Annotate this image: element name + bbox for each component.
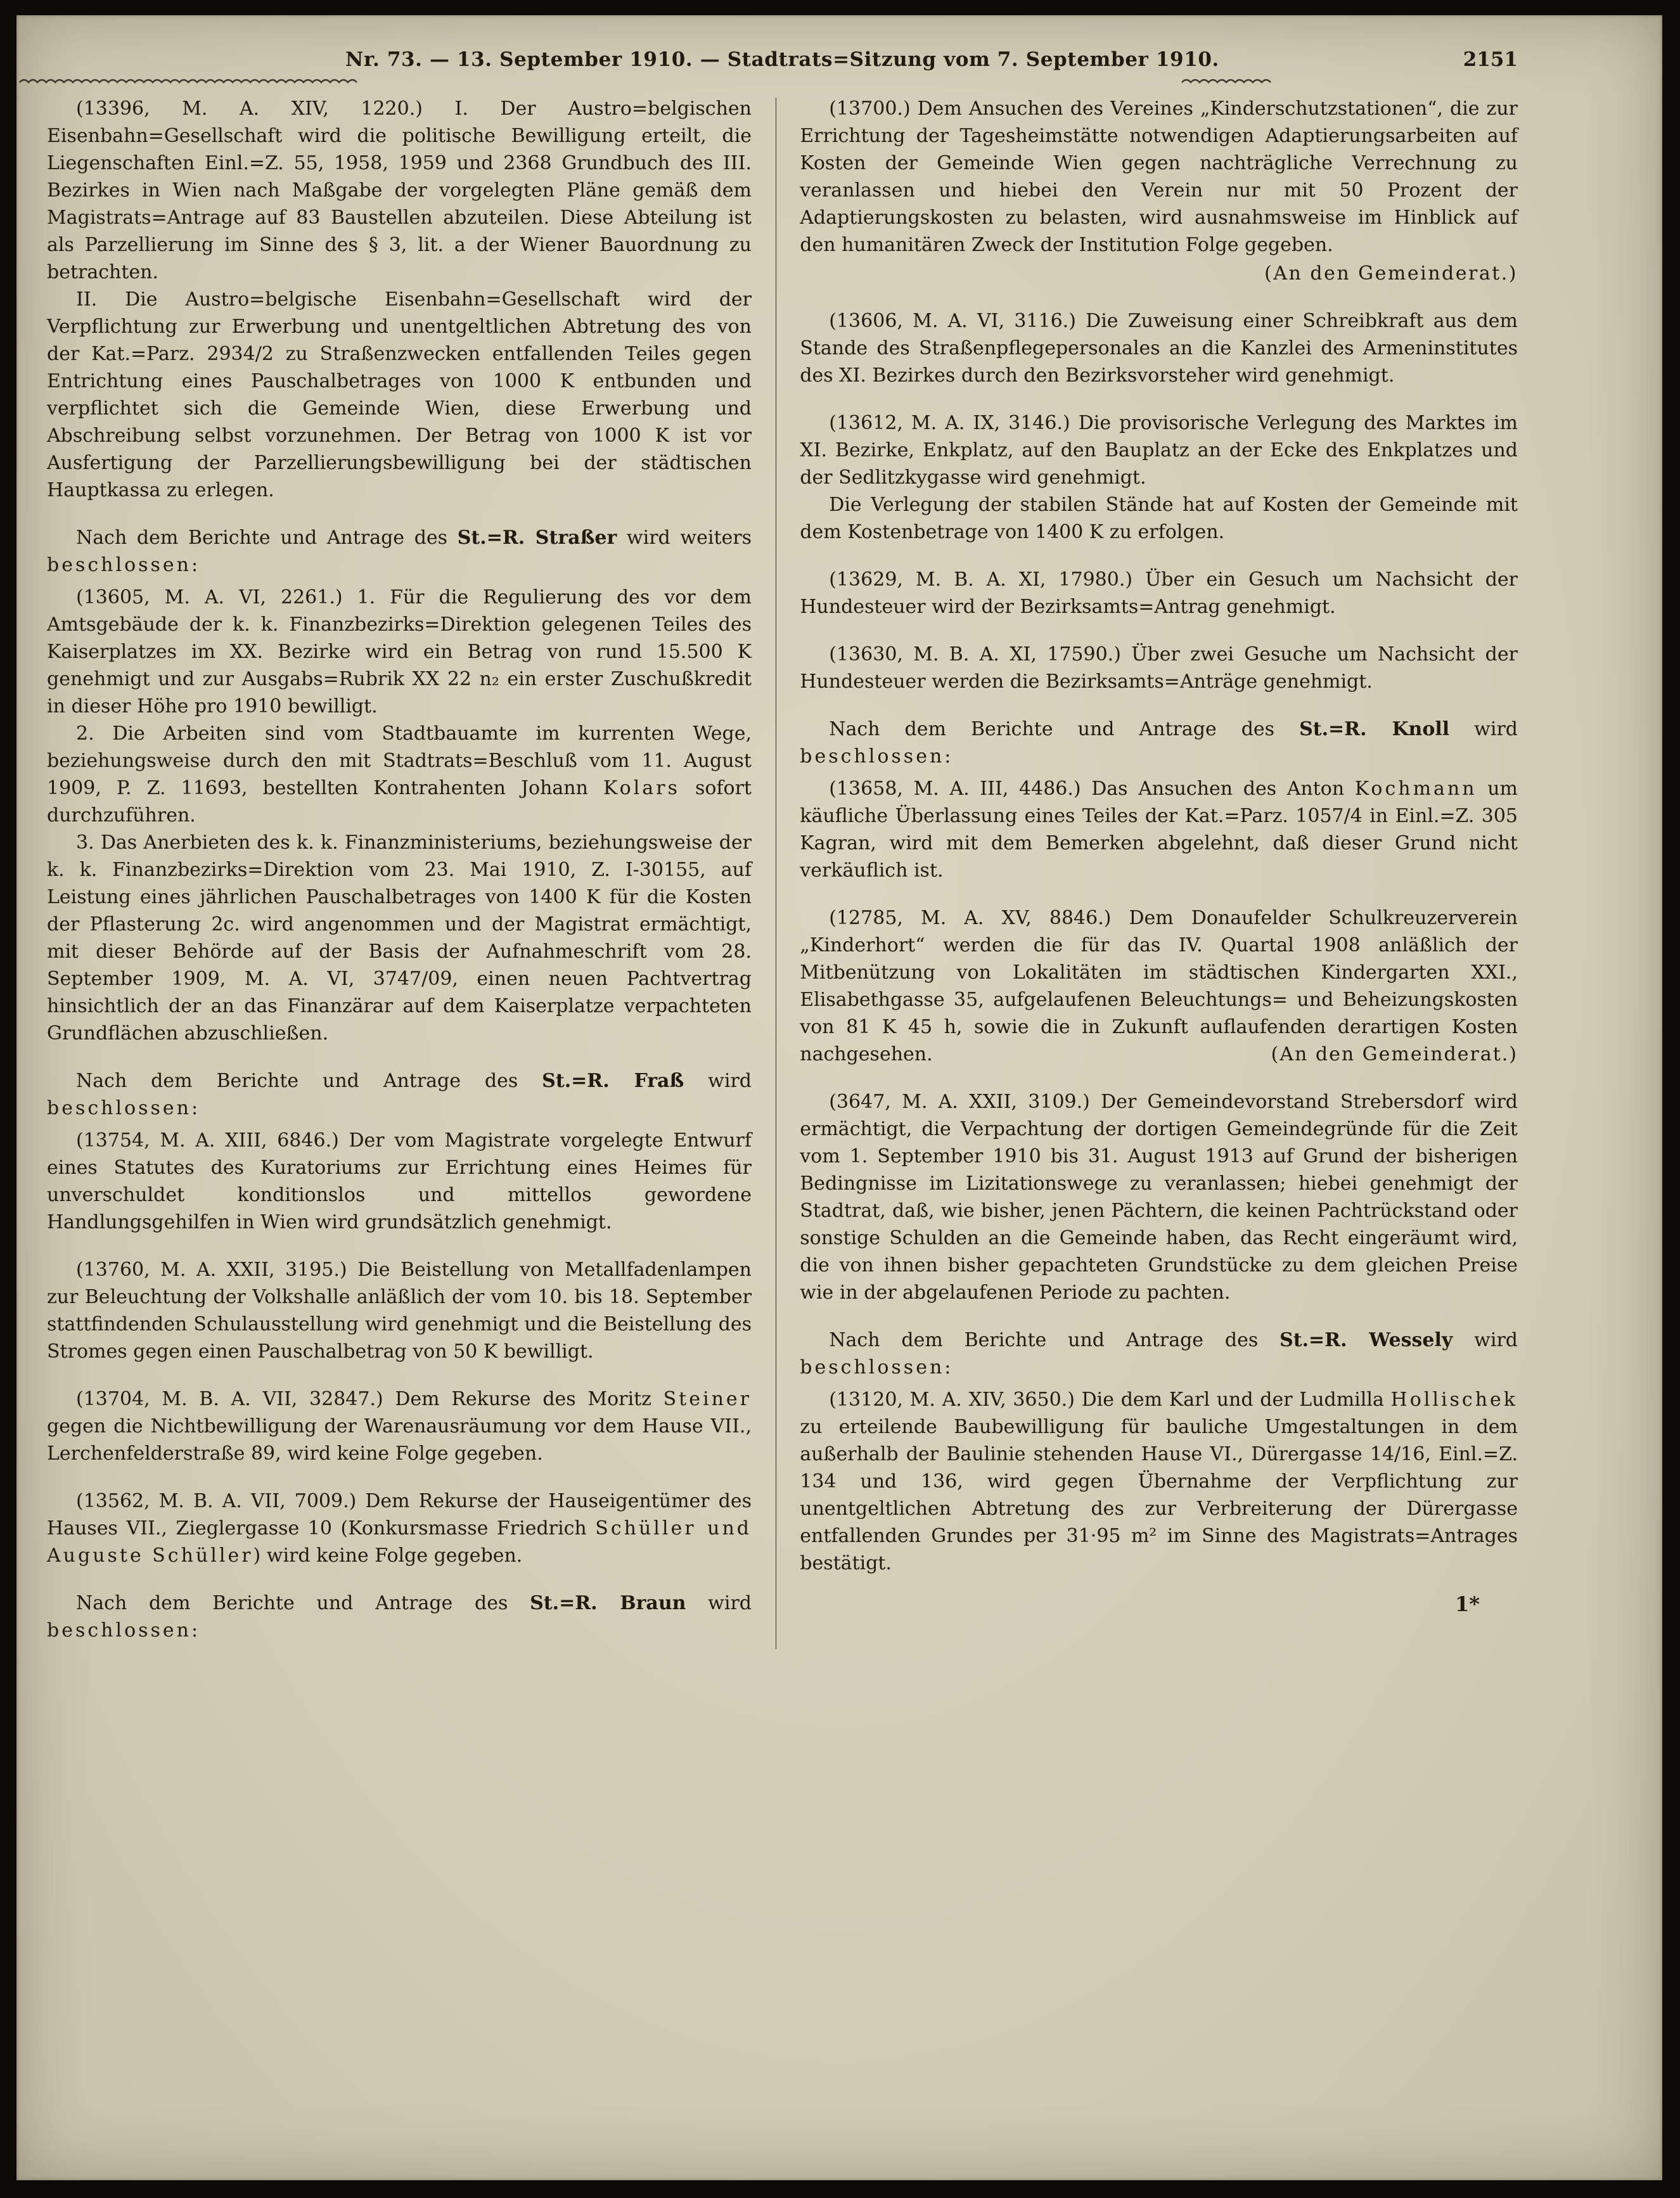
paragraph: [47, 1488, 752, 1569]
spaced-name: Schüller und Auguste Schüller: [47, 1517, 752, 1567]
text-run: Die Verlegung der stabilen Stände hat auf Kosten der Gemeinde mit dem Kostenbetrage von 1400 K zu erfolgen.: [800, 494, 1518, 543]
text-run: Nach dem Berichte und Antrage des: [829, 718, 1300, 740]
text-run: (13760, M. A. XXII, 3195.) Die Beistellung von Metallfadenlampen zur Beleuchtung der Volkshalle anläßlich der vom 10. bis 18. September stattfindenden Schulausstellung wird genehmigt und die Beistellung des Stromes gegen einen Pauschalbetrag von 50 K bewilligt.: [47, 1259, 752, 1363]
text-run: ) wird keine Folge gegeben.: [253, 1545, 523, 1567]
paragraph: [800, 1386, 1518, 1577]
text-run: (An den Gemeinderat.): [1264, 262, 1518, 285]
text-run: zu erteilende Baubewilligung für bauliche Umgestaltungen in dem außerhalb der Baulinie stehenden Hause VI., Dürergasse 14/16, Einl.=Z. 134 und 136, wird gegen Übernahme der Verpflichtung zur unentgeltlichen Abtretung des zur Verbreiterung der Dürergasse entfallenden Grundes per 31·95 m² im Sinne des Magistrats=Antrages bestätigt.: [800, 1416, 1518, 1574]
text-run: Nach dem Berichte und Antrage des: [76, 527, 458, 549]
paragraph: [47, 1256, 752, 1365]
page-header-title: Nr. 73. — 13. September 1910. — Stadtrats=Sitzung vom 7. September 1910.: [345, 48, 1219, 71]
text-run: (13658, M. A. III, 4486.) Das Ansuchen des Anton: [829, 778, 1355, 800]
two-column-text: [47, 95, 1518, 1649]
text-run: sofort durchzuführen.: [47, 777, 752, 826]
text-run: wird: [684, 1070, 752, 1092]
paragraph: [47, 95, 752, 286]
spaced-name: Steiner: [663, 1388, 752, 1410]
text-run: wird: [1449, 718, 1518, 740]
text-run: Nach dem Berichte und Antrage des: [829, 1329, 1280, 1351]
resolution-intro: [800, 716, 1518, 770]
text-run: (3647, M. A. XXII, 3109.) Der Gemeindevorstand Strebersdorf wird ermächtigt, die Verpachtung der dortigen Gemeindegründe für die Zeit vom 1. September 1910 bis 31. August 1913 auf Grund der bisherigen Bedingnisse im Lizitationswege zu veranlassen; hiebei genehmigt der Stadtrat, daß, wie bisher, jenen Pächtern, die keinen Pachtrückstand oder sonstige Schulden an die Gemeinde haben, das Recht eingeräumt wird, die von ihnen bisher gepachteten Grundstücke zu dem gleichen Preise wie in der abgelaufenen Periode zu pachten.: [800, 1091, 1518, 1304]
text-run: (13704, M. B. A. VII, 32847.) Dem Rekurse des Moritz: [76, 1388, 664, 1410]
spaced-name: beschlossen:: [47, 554, 201, 576]
page-content: [47, 48, 1518, 2145]
paragraph: [47, 584, 752, 720]
councillor-name: St.=R. Fraß: [542, 1070, 684, 1092]
text-run: wird: [686, 1592, 752, 1614]
councillor-name: St.=R. Straßer: [457, 527, 617, 549]
paragraph: [800, 641, 1518, 695]
text-run: (13562, M. B. A. VII, 7009.) Dem Rekurse der Hauseigentümer des Hauses VII., Zieglergasse 10 (Konkursmasse Friedrich: [47, 1490, 752, 1539]
text-run: Nach dem Berichte und Antrage des: [76, 1592, 530, 1614]
paragraph: [800, 409, 1518, 491]
text-run: wird weiters: [617, 527, 752, 549]
document-page: [16, 15, 1662, 2180]
spaced-name: beschlossen:: [800, 745, 954, 768]
paragraph: [47, 1127, 752, 1236]
referral-note: [800, 260, 1518, 287]
text-run: (13630, M. B. A. XI, 17590.) Über zwei Gesuche um Nachsicht der Hundesteuer werden die Bezirksamts=Anträge genehmigt.: [800, 643, 1518, 693]
resolution-intro: [47, 524, 752, 579]
paragraph: [47, 829, 752, 1047]
text-run: (13612, M. A. IX, 3146.) Die provisorische Verlegung des Marktes im XI. Bezirke, Enkplatz, auf den Bauplatz an der Ecke des Enkplatzes und der Sedlitzkygasse wird genehmigt.: [800, 412, 1518, 489]
text-run: wird: [1452, 1329, 1518, 1351]
page-number: 2151: [1463, 48, 1518, 71]
paragraph: [800, 775, 1518, 884]
paragraph: [800, 491, 1518, 546]
signature-mark: [800, 1591, 1518, 1618]
wavy-rule-icon: [19, 77, 361, 86]
resolution-intro: [47, 1067, 752, 1122]
spaced-name: Kolars: [603, 777, 680, 799]
text-run: (12785, M. A. XV, 8846.) Dem Donaufelder Schulkreuzerverein „Kinderhort“ werden die für das IV. Quartal 1908 anläßlich der Mitbenützung von Lokalitäten im städtischen Kindergarten XXI., Elisabethgasse 35, aufgelaufenen Beleuchtungs= und Beheizungskosten von 81 K 45 h, sowie die in Zukunft auflaufenden derartigen Kosten nachgesehen.: [800, 907, 1518, 1065]
text-run: (13396, M. A. XIV, 1220.) I. Der Austro=belgischen Eisenbahn=Gesellschaft wird die politische Bewilligung erteilt, die Liegenschaften Einl.=Z. 55, 1958, 1959 und 2368 Grundbuch des III. Bezirkes in Wien nach Maßgabe der vorgelegten Pläne gemäß dem Magistrats=Antrage auf 83 Baustellen abzuteilen. Diese Abteilung ist als Parzellierung im Sinne des § 3, lit. a der Wiener Bauordnung zu betrachten.: [47, 98, 752, 283]
column-left: [47, 95, 752, 1649]
text-run: (13700.) Dem Ansuchen des Vereines „Kinderschutzstationen“, die zur Errichtung der Tagesheimstätte notwendigen Adaptierungsarbeiten auf Kosten der Gemeinde Wien gegen nachträgliche Verrechnung zu veranlassen und hiebei den Verein nur mit 50 Prozent der Adaptierungskosten zu belasten, wird ausnahmsweise im Hinblick auf den humanitären Zweck der Institution Folge gegeben.: [800, 98, 1518, 256]
councillor-name: 1*: [1455, 1592, 1480, 1616]
spaced-name: beschlossen:: [47, 1097, 201, 1119]
text-run: (13754, M. A. XIII, 6846.) Der vom Magistrate vorgelegte Entwurf eines Statutes des Kuratoriums zur Errichtung eines Heimes für unverschuldet konditionslos und mittellos gewordene Handlungsgehilfen in Wien wird grundsätzlich genehmigt.: [47, 1129, 752, 1233]
paragraph: [47, 1385, 752, 1467]
text-run: 3. Das Anerbieten des k. k. Finanzministeriums, beziehungsweise der k. k. Finanzbezirks=Direktion vom 23. Mai 1910, Z. I-30155, auf Leistung eines jährlichen Pauschalbetrages von 1400 K für die Kosten der Pflasterung 2c. wird angenommen und der Magistrat ermächtigt, mit dieser Behörde auf der Basis der Aufnahmeschrift vom 28. September 1909, M. A. VI, 3747/09, einen neuen Pachtvertrag hinsichtlich der an das Finanzärar auf dem Kaiserplatze verpachteten Grundflächen abzuschließen.: [47, 832, 752, 1044]
resolution-intro: [800, 1327, 1518, 1381]
text-run: um käufliche Überlassung eines Teiles der Kat.=Parz. 1057/4 in Einl.=Z. 305 Kagran, wird mit dem Bemerken abgelehnt, daß dieser Grund nicht verkäuflich ist.: [800, 778, 1518, 882]
spaced-name: Hollischek: [1390, 1389, 1518, 1411]
column-right: [800, 95, 1518, 1649]
councillor-name: St.=R. Wessely: [1279, 1329, 1453, 1351]
text-run: (13120, M. A. XIV, 3650.) Die dem Karl und der Ludmilla: [829, 1389, 1391, 1411]
paragraph: [47, 720, 752, 829]
text-run: (13606, M. A. VI, 3116.) Die Zuweisung einer Schreibkraft aus dem Stande des Straßenpflegepersonales an die Kanzlei des Armeninstitutes des XI. Bezirkes durch den Bezirksvorsteher wird genehmigt.: [800, 310, 1518, 387]
paragraph: [800, 1088, 1518, 1306]
spaced-name: beschlossen:: [47, 1619, 201, 1642]
text-run: Nach dem Berichte und Antrage des: [76, 1070, 542, 1092]
inline-referral-note: (An den Gemeinderat.): [1271, 1043, 1518, 1065]
spaced-name: Kochmann: [1354, 778, 1477, 800]
text-run: (13605, M. A. VI, 2261.) 1. Für die Regulierung des vor dem Amtsgebäude der k. k. Finanzbezirks=Direktion gelegenen Teiles des Kaiserplatzes im XX. Bezirke wird ein Betrag von rund 15.500 K genehmigt und zur Ausgabs=Rubrik XX 22 n₂ ein erster Zuschußkredit in dieser Höhe pro 1910 bewilligt.: [47, 586, 752, 717]
text-run: II. Die Austro=belgische Eisenbahn=Gesellschaft wird der Verpflichtung zur Erwerbung und unentgeltlichen Abtretung des von der Kat.=Parz. 2934/2 zu Straßenzwecken entfallenden Teiles gegen Entrichtung eines Pauschalbetrages von 1000 K entbunden und verpflichtet sich die Gemeinde Wien, diese Erwerbung und Abschreibung selbst vorzunehmen. Der Betrag von 1000 K ist vor Ausfertigung der Parzellierungsbewilligung bei der städtischen Hauptkassa zu erlegen.: [47, 288, 752, 501]
paragraph: [800, 307, 1518, 389]
text-run: (13629, M. B. A. XI, 17980.) Über ein Gesuch um Nachsicht der Hundesteuer wird der Bezirksamts=Antrag genehmigt.: [800, 569, 1518, 618]
spaced-name: beschlossen:: [800, 1356, 954, 1379]
paragraph: [800, 95, 1518, 259]
text-run: gegen die Nichtbewilligung der Warenausräumung vor dem Hause VII., Lerchenfelderstraße 89, wird keine Folge gegeben.: [47, 1415, 752, 1465]
councillor-name: St.=R. Knoll: [1299, 718, 1450, 740]
resolution-intro: [47, 1590, 752, 1644]
paragraph: [800, 566, 1518, 620]
paragraph: [800, 904, 1518, 1068]
councillor-name: St.=R. Braun: [530, 1592, 686, 1614]
text-run: 2. Die Arbeiten sind vom Stadtbauamte im kurrenten Wege, beziehungsweise durch den mit Stadtrats=Beschluß vom 11. August 1909, P. Z. 11693, bestellten Kontrahenten Johann: [47, 723, 752, 799]
paragraph: [47, 286, 752, 504]
wavy-rule-icon: [1181, 77, 1276, 86]
